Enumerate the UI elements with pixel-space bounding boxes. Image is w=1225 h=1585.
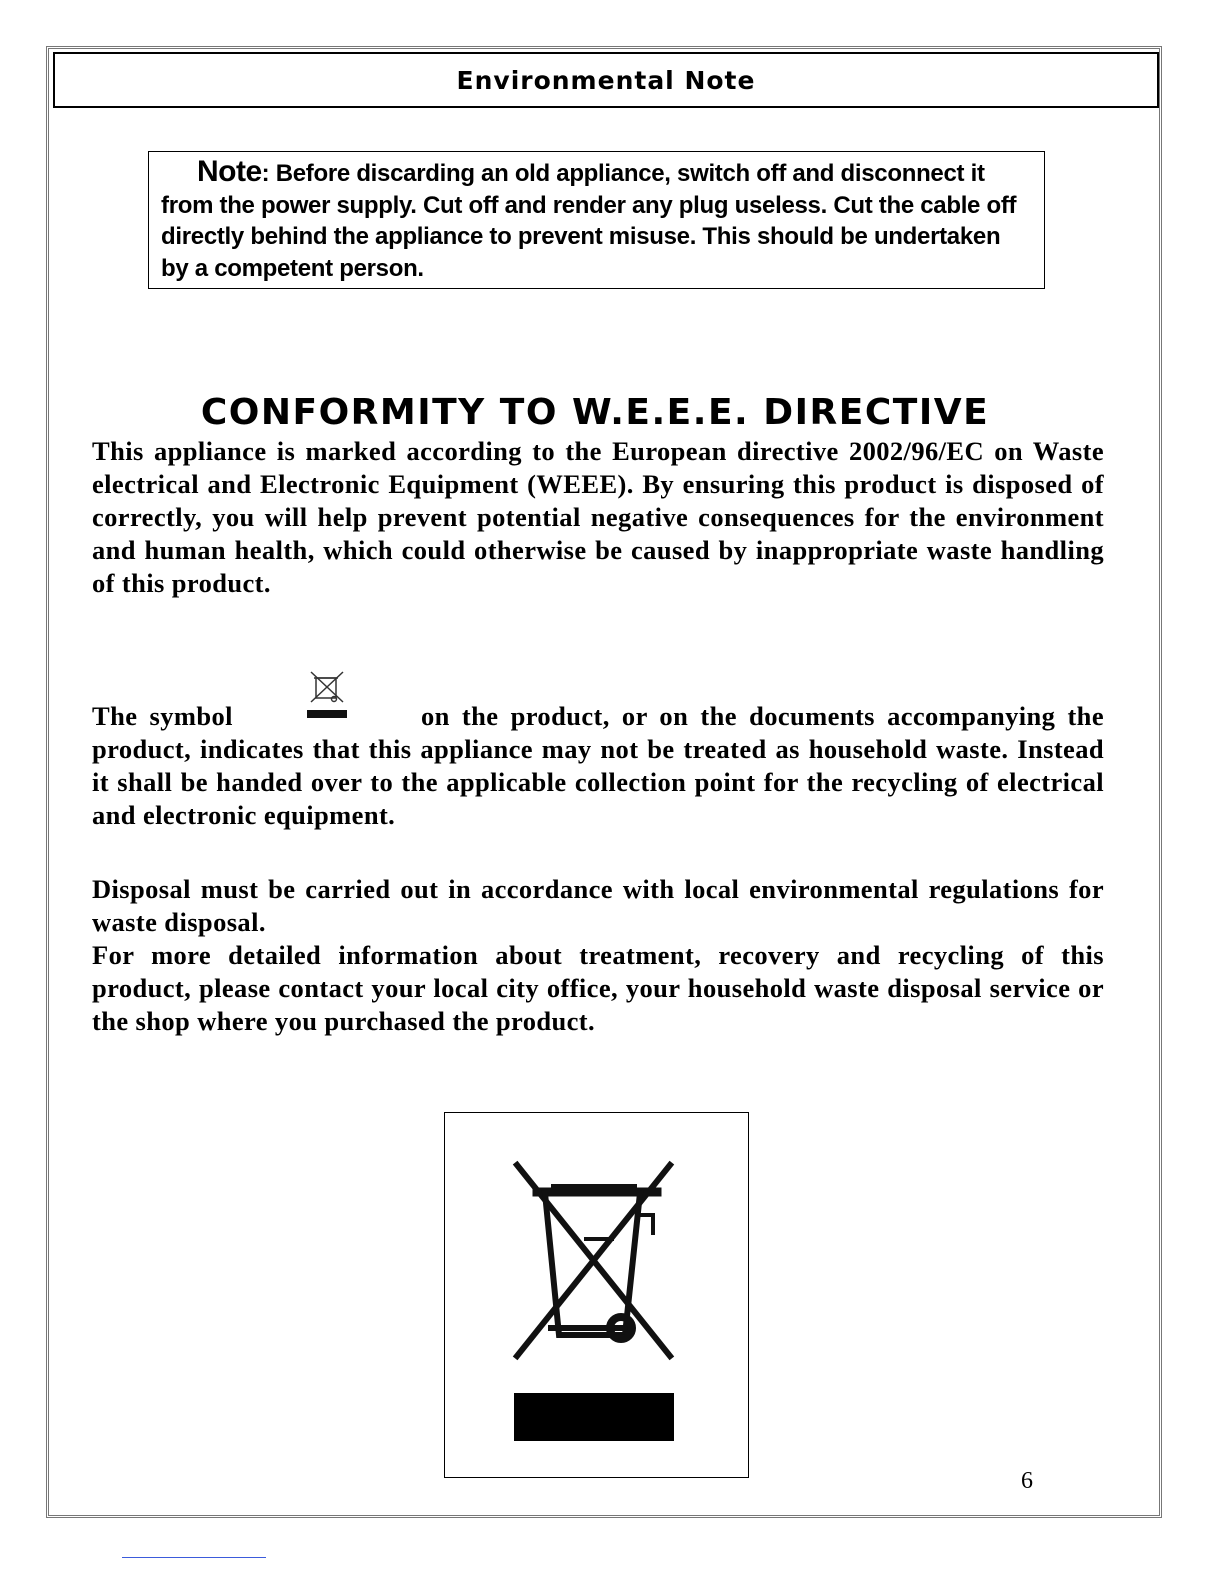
- weee-disposal-paragraphs: [92, 873, 1104, 1038]
- crossed-out-wheelie-bin-icon: [445, 1113, 748, 1477]
- note-text: : Before discarding an old appliance, switch off and disconnect it from the power supply. Cut off and render any plug useless. Cut the cable off directly behind the appliance to prevent misuse. This should be undertaken by a competent person.: [161, 160, 1017, 282]
- note-box: [148, 151, 1045, 289]
- weee-paragraph-2: [92, 678, 1104, 832]
- page-number: 6: [1021, 1468, 1033, 1494]
- weee-paragraph-1: This appliance is marked according to the European directive 2002/96/EC on Waste electrical and Electronic Equipment (WEEE). By ensuring this product is disposed of correctly, you will help prevent potential negative consequences for the environment and human health, which could otherwise be caused by inappropriate waste handling of this product.: [92, 436, 1104, 598]
- symbol-text-after: on the product, or on the documents accompanying the product, indicates that this appliance may not be treated as household waste. Instead it shall be handed over to the applicable collection point for the recycling of electrical and electronic equipment.: [92, 701, 1104, 830]
- weee-paragraph-4: For more detailed information about treatment, recovery and recycling of this product, please contact your local city office, your household waste disposal service or the shop where you purchased the product.: [92, 940, 1104, 1036]
- weee-heading: CONFORMITY TO W.E.E.E. DIRECTIVE: [200, 392, 990, 433]
- header-title: Environmental Note: [456, 65, 756, 95]
- footer-link-underline: [122, 1557, 266, 1558]
- header-title-box: [53, 52, 1159, 108]
- note-label: Note: [197, 155, 262, 188]
- weee-symbol-box: [444, 1112, 749, 1478]
- symbol-text-before: The symbol: [92, 701, 233, 731]
- weee-paragraph-3: Disposal must be carried out in accordance with local environmental regulations for waste disposal.: [92, 874, 1104, 937]
- crossed-out-wheelie-bin-icon: [305, 668, 349, 723]
